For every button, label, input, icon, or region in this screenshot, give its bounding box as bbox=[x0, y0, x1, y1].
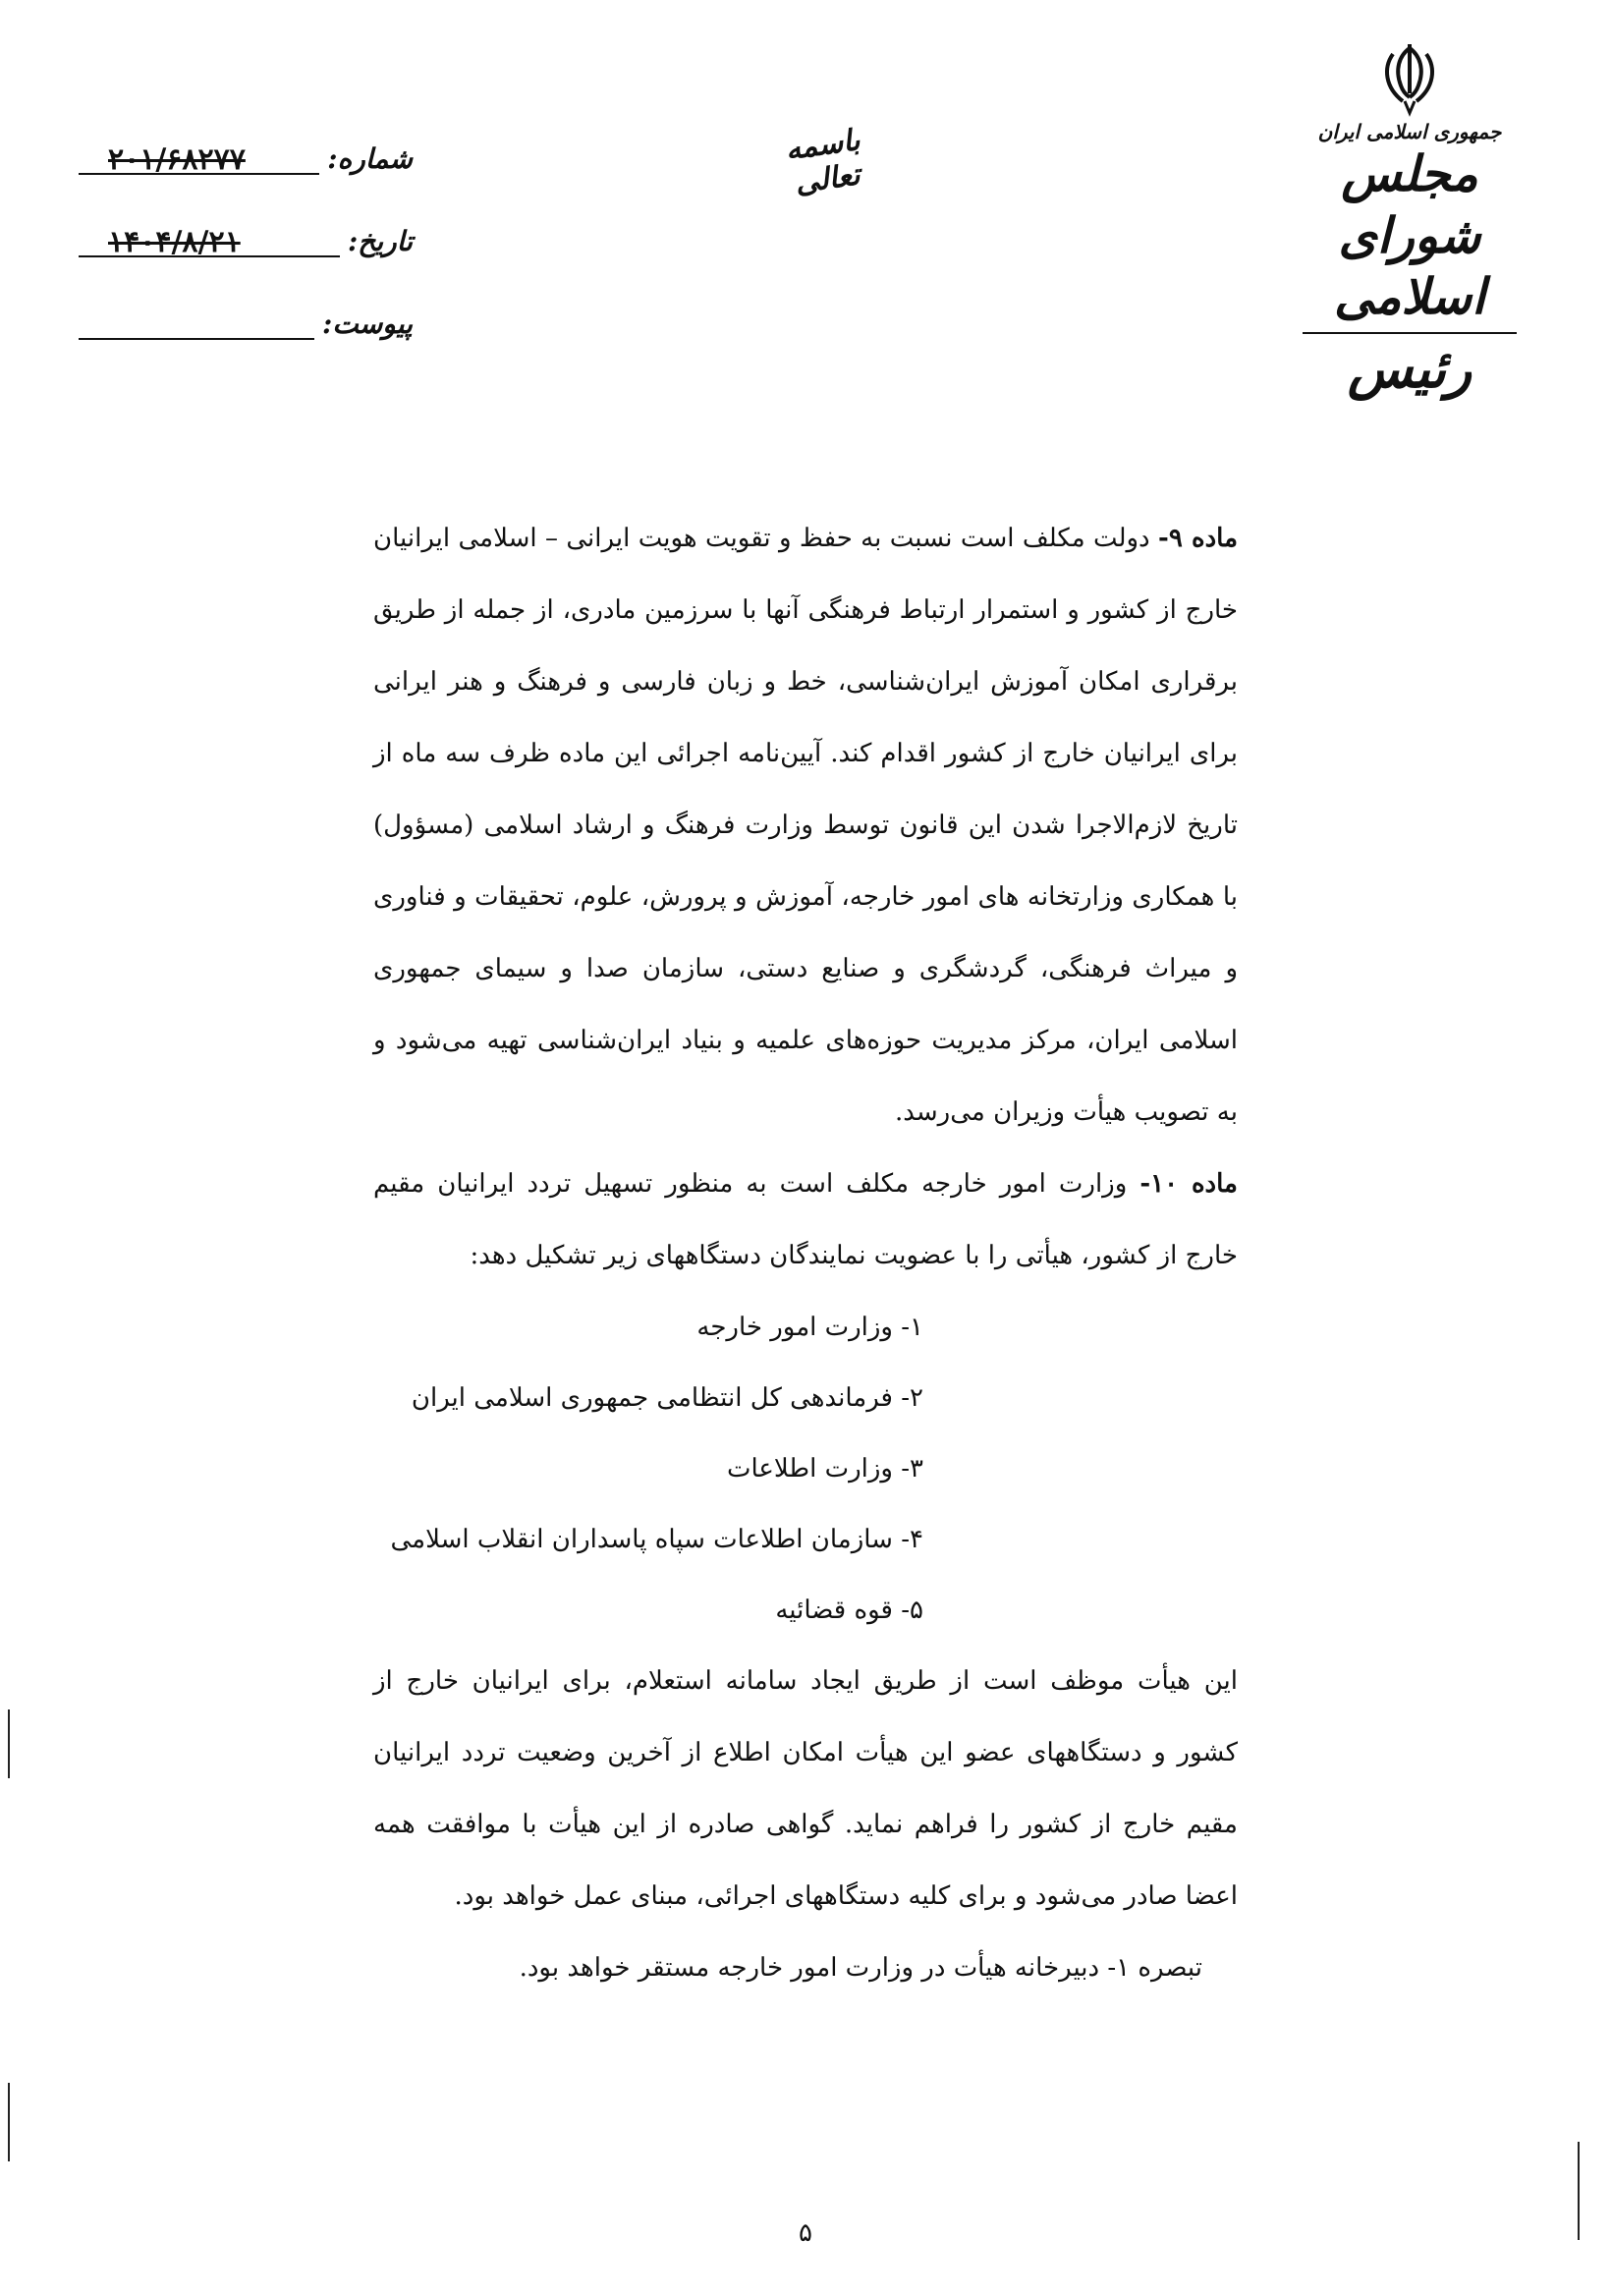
number-line bbox=[79, 140, 319, 175]
letterhead bbox=[1297, 39, 1523, 398]
attachment-line bbox=[79, 305, 314, 340]
document-body bbox=[373, 503, 1238, 2004]
date-value: ۱۴۰۴/۸/۲۱ bbox=[108, 225, 241, 259]
scan-edge-mark bbox=[8, 2083, 10, 2161]
iran-emblem-icon bbox=[1297, 39, 1523, 118]
list-item: ۵- قوه قضائیه bbox=[775, 1596, 923, 1625]
page-number: ۵ bbox=[799, 2218, 812, 2248]
number-field bbox=[79, 116, 413, 175]
basmala: باسمه تعالی bbox=[783, 123, 862, 201]
date-line bbox=[79, 222, 340, 257]
letterhead-divider bbox=[1303, 332, 1517, 334]
parliament-title: مجلس شورای اسلامی bbox=[1333, 144, 1486, 325]
list-item: ۱- وزارت امور خارجه bbox=[696, 1313, 923, 1342]
number-value: ۲۰۱/۶۸۲۷۷ bbox=[108, 142, 246, 177]
article-9-title: ماده ۹- bbox=[1158, 524, 1238, 553]
article-10-title: ماده ۱۰- bbox=[1139, 1169, 1238, 1199]
scan-edge-mark bbox=[1578, 2142, 1580, 2240]
date-field bbox=[79, 198, 413, 257]
attachment-field bbox=[79, 281, 413, 340]
office-title: رئیس bbox=[1347, 336, 1472, 400]
list-item: ۲- فرماندهی کل انتظامی جمهوری اسلامی ایران bbox=[411, 1383, 923, 1413]
republic-label: جمهوری اسلامی ایران bbox=[1317, 120, 1502, 143]
note-1: تبصره ۱- دبیرخانه هیأت در وزارت امور خارجه مستقر خواهد بود. bbox=[519, 1953, 1202, 1983]
article-10-text: وزارت امور خارجه مکلف است به منظور تسهیل تردد ایرانیان مقیم خارج از کشور، هیأتی را با عضویت نمایندگان دستگاههای زیر تشکیل دهد: bbox=[373, 1169, 1238, 1270]
scan-edge-mark bbox=[8, 1709, 10, 1778]
list-item: ۴- سازمان اطلاعات سپاه پاسداران انقلاب اسلامی bbox=[390, 1525, 923, 1554]
attachment-label: پیوست: bbox=[322, 308, 413, 340]
reference-fields bbox=[79, 116, 413, 364]
article-9-text: دولت مکلف است نسبت به حفظ و تقویت هویت ایرانی – اسلامی ایرانیان خارج از کشور و استمرار ارتباط فرهنگی آنها با سرزمین مادری، از جمله از طریق برقراری امکان آموزش ایران‌شناسی، خط و زبان فارسی و فرهنگ و هنر ایرانی برای ایرانیان خارج از کشور اقدام کند. آیین‌نامه اجرائی این ماده ظرف سه ماه از تاریخ لازم‌الاجرا شدن این قانون توسط وزارت فرهنگ و ارشاد اسلامی (مسؤول) با همکاری وزارتخانه های امور خارجه، آموزش و پرورش، علوم، تحقیقات و فناوری و میراث فرهنگی، گردشگری و صنایع دستی، سازمان صدا و سیمای جمهوری اسلامی ایران، مرکز مدیریت حوزه‌های علمیه و بنیاد ایران‌شناسی تهیه می‌شود و به تصویب هیأت وزیران می‌رسد. bbox=[373, 524, 1238, 1127]
number-label: شماره: bbox=[327, 142, 413, 175]
list-item: ۳- وزارت اطلاعات bbox=[727, 1454, 923, 1484]
article-10-closing: این هیأت موظف است از طریق ایجاد سامانه استعلام، برای ایرانیان خارج از کشور و دستگاههای عضو این هیأت امکان اطلاع از آخرین وضعیت تردد ایرانیان مقیم خارج از کشور را فراهم نماید. گواهی صادره از این هیأت با موافقت همه اعضا صادر می‌شود و برای کلیه دستگاههای اجرائی، مبنای عمل خواهد بود. bbox=[373, 1666, 1238, 1911]
article-10 bbox=[373, 1148, 1238, 1292]
date-label: تاریخ: bbox=[347, 225, 413, 257]
article-9 bbox=[373, 503, 1238, 1148]
